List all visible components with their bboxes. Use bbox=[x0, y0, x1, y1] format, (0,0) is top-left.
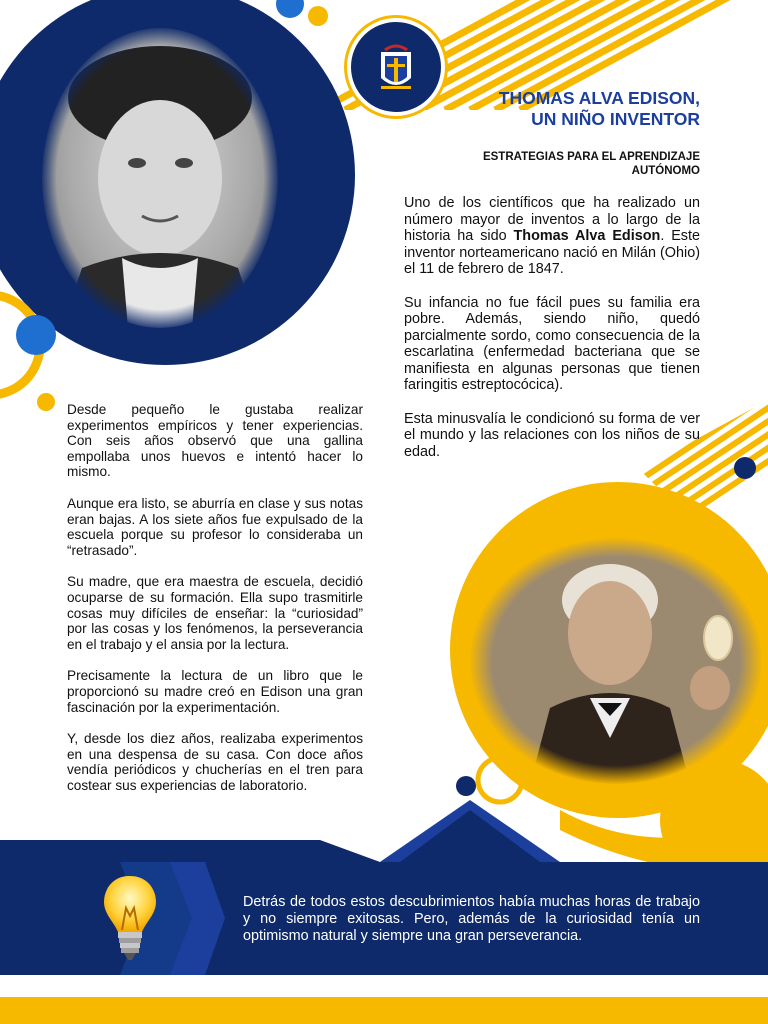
right-p1-text: Uno de los científicos que ha realizado un número mayor de inventos a lo largo de la historia ha sido bbox=[404, 195, 700, 244]
subtitle-line-1: ESTRATEGIAS PARA EL APRENDIZAJE bbox=[482, 151, 700, 163]
adult-edison-portrait bbox=[470, 538, 762, 784]
title-line-1: THOMAS ALVA EDISON, bbox=[498, 88, 700, 108]
right-paragraph-1 bbox=[404, 195, 700, 278]
right-paragraph-2: Su infancia no fue fácil pues su familia era pobre. Además, siendo niño, quedó parcialmente sordo, como consecuencia de la escarlatina (enfermedad bacteriana que se manifiesta en algunas personas que tienen faringitis estreptocócica). bbox=[404, 294, 700, 393]
left-column-text bbox=[67, 402, 363, 809]
page-title bbox=[380, 88, 700, 130]
left-paragraph-1: Desde pequeño le gustaba realizar experimentos empíricos y tener experiencias. Con seis años observó que una gallina empollaba unos huevos e intentó hacer lo mismo. bbox=[67, 402, 363, 480]
right-paragraph-3: Esta minusvalía le condicionó su forma de ver el mundo y las relaciones con los niños de su edad. bbox=[404, 410, 700, 460]
title-line-2: UN NIÑO INVENTOR bbox=[531, 109, 700, 129]
light-bulb-icon bbox=[100, 872, 160, 968]
right-p1-text-end: . Este inventor norteamericano nació en Milán (Ohio) el 11 de febrero de 1847. bbox=[404, 228, 701, 277]
young-edison-portrait bbox=[42, 28, 278, 328]
left-paragraph-3: Su madre, que era maestra de escuela, decidió ocuparse de su formación. Ella supo trasmitirle cosas muy difíciles de enseñar: la “curiosidad” por las cosas y los fenómenos, la perseverancia en el trabajo y el ansia por la lectura. bbox=[67, 574, 363, 652]
footer-text: Detrás de todos estos descubrimientos había muchas horas de trabajo y no siempre exitosas. Pero, además de la curiosidad tenía un optimismo natural y siempre una gran perseverancia. bbox=[243, 894, 700, 944]
edison-name-bold: Thomas Alva Edison bbox=[513, 228, 661, 244]
page-subtitle bbox=[380, 150, 700, 178]
left-paragraph-4: Precisamente la lectura de un libro que le proporcionó su madre creó en Edison una gran fascinación por la experimentación. bbox=[67, 668, 363, 715]
left-paragraph-5: Y, desde los diez años, realizaba experimentos en una despensa de su casa. Con doce años vendía periódicos y chucherías en el tren para costear sus experiencias de laboratorio. bbox=[67, 731, 363, 793]
subtitle-line-2: AUTÓNOMO bbox=[631, 165, 700, 177]
right-column-text bbox=[404, 195, 700, 477]
left-paragraph-2: Aunque era listo, se aburría en clase y sus notas eran bajas. A los siete años fue expulsado de la escuela porque su profesor lo consideraba un “retrasado”. bbox=[67, 495, 363, 558]
